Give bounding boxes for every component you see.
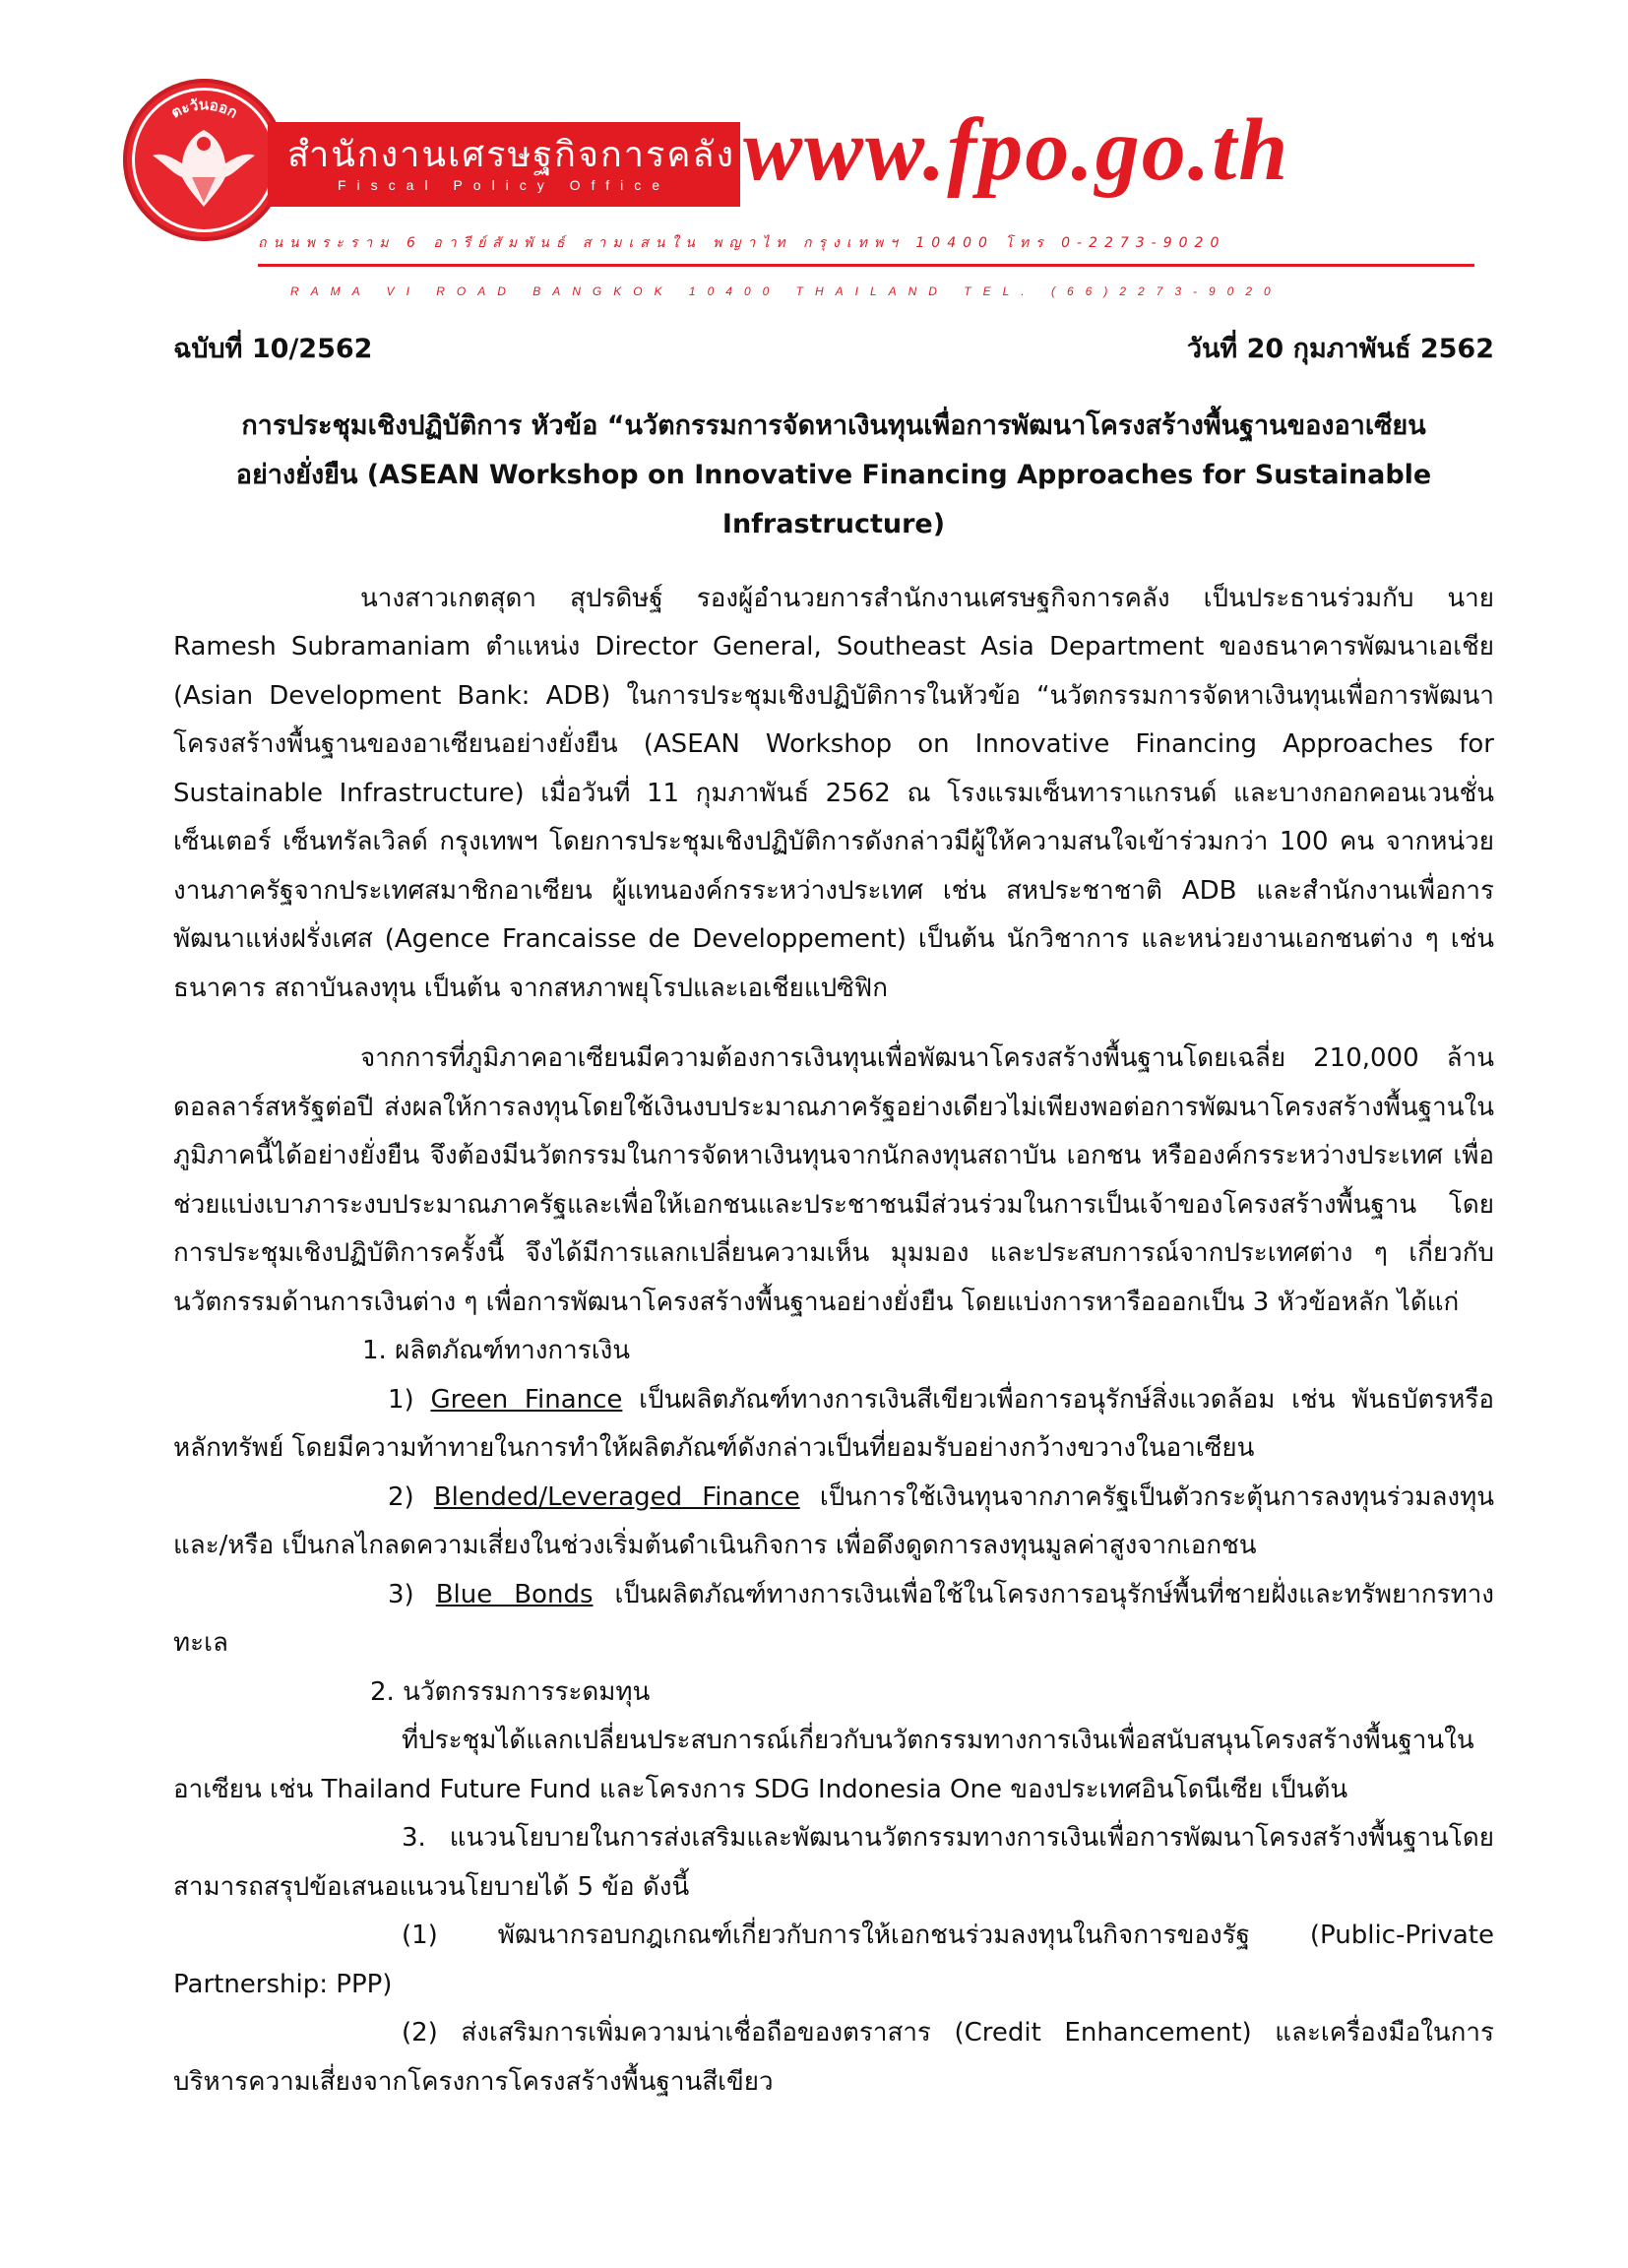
list-item bbox=[173, 1571, 1494, 1669]
press-release-body bbox=[173, 325, 1494, 2107]
letterhead bbox=[0, 0, 1628, 315]
section-2-heading: 2. นวัตกรรมการระดมทุน bbox=[370, 1676, 651, 1707]
title-line-2: อย่างยั่งยืน (ASEAN Workshop on Innovative Financing Approaches for Sustainable Infrastructure) bbox=[235, 459, 1432, 539]
org-name-english: Fiscal Policy Office bbox=[338, 177, 670, 193]
item-3-term: Blue Bonds bbox=[435, 1579, 594, 1609]
section-3-text: 3. แนวนโยบายในการส่งเสริมและพัฒนานวัตกรรมทางการเงินเพื่อการพัฒนาโครงสร้างพื้นฐานโดยสามารถสรุปข้อเสนอแนวนโยบายได้ 5 ข้อ ดังนี้ bbox=[173, 1823, 1494, 1902]
release-date: วันที่ 20 กุมภาพันธ์ 2562 bbox=[1186, 334, 1494, 364]
document-title bbox=[173, 402, 1494, 549]
issue-number: ฉบับที่ 10/2562 bbox=[173, 334, 373, 364]
policy-2: (2) ส่งเสริมการเพิ่มความน่าเชื่อถือของตราสาร (Credit Enhancement) และเครื่องมือในการบริหารความเสี่ยงจากโครงการโครงสร้างพื้นฐานสีเขียว bbox=[173, 2018, 1494, 2097]
item-1-term: Green Finance bbox=[430, 1384, 623, 1415]
svg-text:ตะวันออก bbox=[168, 95, 241, 121]
header-divider bbox=[258, 264, 1474, 267]
org-name-banner bbox=[268, 122, 740, 207]
paragraph-2: จากการที่ภูมิภาคอาเซียนมีความต้องการเงินทุนเพื่อพัฒนาโครงสร้างพื้นฐานโดยเฉลี่ย 210,000 ล้านดอลลาร์สหรัฐต่อปี ส่งผลให้การลงทุนโดยใช้เงินงบประมาณภาครัฐอย่างเดียวไม่เพียงพอต่อการพัฒนาโครงสร้างพื้นฐานในภูมิภาคนี้ได้อย่างยั่งยืน จึงต้องมีนวัตกรรมในการจัดหาเงินทุนจากนักลงทุนสถาบัน เอกชน หรือองค์กรระหว่างประเทศ เพื่อช่วยแบ่งเบาภาระงบประมาณภาครัฐและเพื่อให้เอกชนและประชาชนมีส่วนร่วมในการเป็นเจ้าของโครงสร้างพื้นฐาน โดยการประชุมเชิงปฏิบัติการครั้งนี้ จึงได้มีการแลกเปลี่ยนความเห็น มุมมอง และประสบการณ์จากประเทศต่าง ๆ เกี่ยวกับนวัตกรรมด้านการเงินต่าง ๆ เพื่อการพัฒนาโครงสร้างพื้นฐานอย่างยั่งยืน โดยแบ่งการหารือออกเป็น 3 หัวข้อหลัก ได้แก่ bbox=[173, 1043, 1494, 1317]
item-3-prefix: 3) bbox=[388, 1579, 414, 1609]
item-1-text: เป็นผลิตภัณฑ์ทางการเงินสีเขียวเพื่อการอนุรักษ์สิ่งแวดล้อม เช่น พันธบัตรหรือหลักทรัพย์ โดยมีความท้าทายในการทำให้ผลิตภัณฑ์ดังกล่าวเป็นที่ยอมรับอย่างกว้างขวางในอาเซียน bbox=[173, 1384, 1494, 1463]
item-2-term: Blended/Leveraged Finance bbox=[433, 1481, 800, 1512]
list-item bbox=[173, 1376, 1494, 1474]
section-2-text: ที่ประชุมได้แลกเปลี่ยนประสบการณ์เกี่ยวกับนวัตกรรมทางการเงินเพื่อสนับสนุนโครงสร้างพื้นฐานในอาเซียน เช่น Thailand Future Fund และโครงการ SDG Indonesia One ของประเทศอินโดนีเซีย เป็นต้น bbox=[173, 1726, 1474, 1804]
item-2-prefix: 2) bbox=[388, 1481, 414, 1512]
item-3-text: เป็นผลิตภัณฑ์ทางการเงินเพื่อใช้ในโครงการอนุรักษ์พื้นที่ชายฝั่งและทรัพยากรทางทะเล bbox=[173, 1579, 1494, 1658]
website-link[interactable]: www.fpo.go.th bbox=[743, 101, 1290, 199]
title-line-1: การประชุมเชิงปฏิบัติการ หัวข้อ “นวัตกรรมการจัดหาเงินทุนเพื่อการพัฒนาโครงสร้างพื้นฐานของอาเซียน bbox=[241, 410, 1426, 441]
item-1-prefix: 1) bbox=[388, 1384, 414, 1415]
garuda-emblem-icon bbox=[123, 79, 285, 241]
address-english: RAMA VI ROAD BANGKOK 10400 THAILAND TEL. (66)2273-9020 bbox=[290, 284, 1283, 298]
fpo-logo bbox=[123, 79, 285, 241]
section-1-heading: 1. ผลิตภัณฑ์ทางการเงิน bbox=[362, 1336, 631, 1365]
address-thai: ถนนพระราม 6 อารีย์สัมพันธ์ สามเสนใน พญาไท กรุงเทพฯ 10400 โทร 0-2273-9020 bbox=[258, 235, 1226, 251]
paragraph-1: นางสาวเกตสุดา สุปรดิษฐ์ รองผู้อำนวยการสำนักงานเศรษฐกิจการคลัง เป็นประธานร่วมกับ นาย Ramesh Subramaniam ตำแหน่ง Director General, Southeast Asia Department ของธนาคารพัฒนาเอเชีย (Asian Development Bank: ADB) ในการประชุมเชิงปฏิบัติการในหัวข้อ “นวัตกรรมการจัดหาเงินทุนเพื่อการพัฒนาโครงสร้างพื้นฐานของอาเซียนอย่างยั่งยืน (ASEAN Workshop on Innovative Financing Approaches for Sustainable Infrastructure) เมื่อวันที่ 11 กุมภาพันธ์ 2562 ณ โรงแรมเซ็นทาราแกรนด์ และบางกอกคอนเวนชั่นเซ็นเตอร์ เซ็นทรัลเวิลด์ กรุงเทพฯ โดยการประชุมเชิงปฏิบัติการดังกล่าวมีผู้ให้ความสนใจเข้าร่วมกว่า 100 คน จากหน่วยงานภาครัฐจากประเทศสมาชิกอาเซียน ผู้แทนองค์กรระหว่างประเทศ เช่น สหประชาชาติ ADB และสำนักงานเพื่อการพัฒนาแห่งฝรั่งเศส (Agence Francaisse de Developpement) เป็นต้น นักวิชาการ และหน่วยงานเอกชนต่าง ๆ เช่น ธนาคาร สถาบันลงทุน เป็นต้น จากสหภาพยุโรปและเอเชียแปซิฟิก bbox=[173, 583, 1494, 1003]
list-item bbox=[173, 1474, 1494, 1571]
org-name-thai: สำนักงานเศรษฐกิจการคลัง bbox=[287, 135, 736, 175]
meta-row bbox=[173, 325, 1494, 374]
item-2-text: เป็นการใช้เงินทุนจากภาครัฐเป็นตัวกระตุ้นการลงทุนร่วมลงทุน และ/หรือ เป็นกลไกลดความเสี่ยงในช่วงเริ่มต้นดำเนินกิจการ เพื่อดึงดูดการลงทุนมูลค่าสูงจากเอกชน bbox=[173, 1481, 1494, 1560]
policy-1: (1) พัฒนากรอบกฎเกณฑ์เกี่ยวกับการให้เอกชนร่วมลงทุนในกิจการของรัฐ (Public-Private Partnership: PPP) bbox=[173, 1921, 1494, 1999]
logo-text: ตะวันออก bbox=[167, 95, 241, 122]
